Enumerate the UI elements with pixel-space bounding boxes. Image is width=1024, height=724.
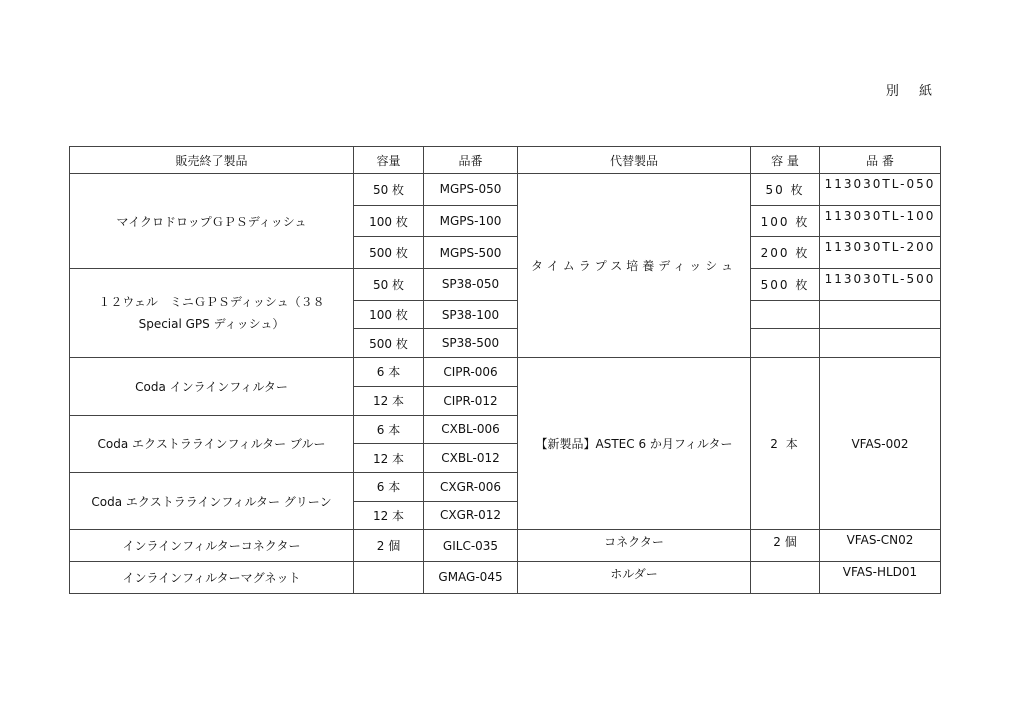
table-row <box>70 358 941 387</box>
discontinued-product-name: Coda インラインフィルター <box>70 358 354 415</box>
replacement-product-name: ホルダー <box>518 561 751 593</box>
part-number-cell: GMAG-045 <box>424 561 518 593</box>
attachment-label: 別 紙 <box>885 84 940 99</box>
part-number-cell: CIPR-006 <box>424 358 518 387</box>
capacity-cell <box>354 561 424 593</box>
part-number-cell: CXBL-012 <box>424 444 518 473</box>
empty-cell <box>820 300 941 329</box>
header-part-no-2: 品 番 <box>820 147 941 174</box>
replacement-capacity-cell: 200 枚 <box>751 237 820 269</box>
replacement-capacity-cell: 50 枚 <box>751 174 820 206</box>
replacement-part-number-cell: VFAS-HLD01 <box>820 561 941 593</box>
empty-cell <box>820 329 941 358</box>
discontinued-product-name: Coda エクストララインフィルター ブルー <box>70 415 354 472</box>
header-part-no: 品番 <box>424 147 518 174</box>
table-row <box>70 174 941 206</box>
capacity-cell: 50 枚 <box>354 174 424 206</box>
table-row <box>70 269 941 301</box>
discontinued-product-name: １２ウェル ミニＧＰＳディッシュ（３８ Special GPS ディッシュ） <box>70 269 354 358</box>
empty-cell <box>751 300 820 329</box>
replacement-product-name: コネクター <box>518 530 751 562</box>
discontinued-product-name: インラインフィルターマグネット <box>70 561 354 593</box>
header-row <box>70 147 941 174</box>
capacity-cell: 12 本 <box>354 444 424 473</box>
part-number-cell: MGPS-500 <box>424 237 518 269</box>
header-replacement: 代替製品 <box>518 147 751 174</box>
part-number-cell: CXGR-012 <box>424 501 518 530</box>
capacity-cell: 500 枚 <box>354 237 424 269</box>
replacement-part-number-cell: 113030TL-200 <box>820 237 941 269</box>
capacity-cell: 12 本 <box>354 386 424 415</box>
replacement-capacity-cell: 2 本 <box>751 358 820 530</box>
discontinued-product-name: インラインフィルターコネクター <box>70 530 354 562</box>
capacity-cell: 500 枚 <box>354 329 424 358</box>
discontinued-product-name: マイクロドロップＧＰＳディッシュ <box>70 174 354 269</box>
part-number-cell: CXBL-006 <box>424 415 518 444</box>
part-number-cell: SP38-100 <box>424 300 518 329</box>
capacity-cell: 6 本 <box>354 358 424 387</box>
replacement-part-number-cell: VFAS-CN02 <box>820 530 941 562</box>
replacement-part-number-cell: 113030TL-500 <box>820 269 941 301</box>
replacement-part-number-cell: VFAS-002 <box>820 358 941 530</box>
part-number-cell: MGPS-100 <box>424 205 518 237</box>
header-discontinued: 販売終了製品 <box>70 147 354 174</box>
replacement-capacity-cell: 100 枚 <box>751 205 820 237</box>
capacity-cell: 6 本 <box>354 472 424 501</box>
header-capacity: 容量 <box>354 147 424 174</box>
header-capacity-2: 容 量 <box>751 147 820 174</box>
replacement-capacity-cell: 500 枚 <box>751 269 820 301</box>
replacement-product-name: タイムラプス培養ディッシュ <box>518 174 751 358</box>
capacity-cell: 2 個 <box>354 530 424 562</box>
capacity-cell: 100 枚 <box>354 205 424 237</box>
part-number-cell: CXGR-006 <box>424 472 518 501</box>
capacity-cell: 100 枚 <box>354 300 424 329</box>
capacity-cell: 6 本 <box>354 415 424 444</box>
replacement-part-number-cell: 113030TL-050 <box>820 174 941 206</box>
part-number-cell: SP38-500 <box>424 329 518 358</box>
part-number-cell: SP38-050 <box>424 269 518 301</box>
part-number-cell: GILC-035 <box>424 530 518 562</box>
empty-cell <box>751 329 820 358</box>
discontinued-product-name: Coda エクストララインフィルター グリーン <box>70 472 354 529</box>
table-row <box>70 561 941 593</box>
part-number-cell: MGPS-050 <box>424 174 518 206</box>
capacity-cell: 50 枚 <box>354 269 424 301</box>
replacement-part-number-cell: 113030TL-100 <box>820 205 941 237</box>
product-replacement-table <box>69 146 941 594</box>
capacity-cell: 12 本 <box>354 501 424 530</box>
table-row <box>70 530 941 562</box>
replacement-capacity-cell <box>751 561 820 593</box>
replacement-product-name: 【新製品】ASTEC 6 か月フィルター <box>518 358 751 530</box>
part-number-cell: CIPR-012 <box>424 386 518 415</box>
replacement-capacity-cell: 2 個 <box>751 530 820 562</box>
